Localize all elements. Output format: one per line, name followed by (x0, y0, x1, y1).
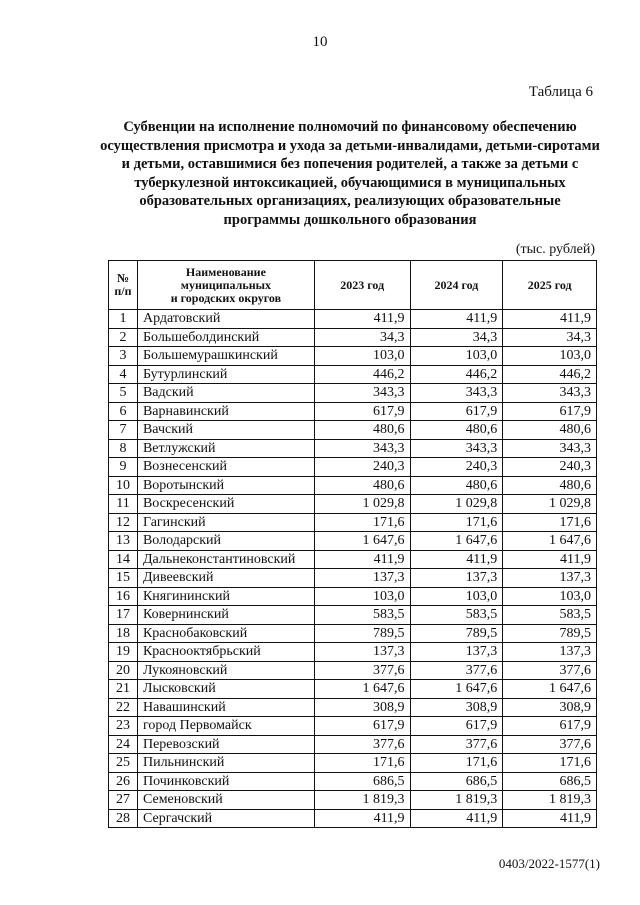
document-title: Субвенции на исполнение полномочий по финансовому обеспечению осуществления присмотра и ухода за детьми-инвалидами, детьми-сиротами и детьми, оставшимися без попечения родителей, а также за детьми с туберкулезной интоксикацией, обучающимися в муниципальных образовательных организациях, реализующих образовательные программы дошкольного образования (100, 119, 600, 228)
value-2025: 1 647,6 (503, 680, 597, 699)
table-row (109, 791, 597, 810)
table-row (109, 680, 597, 699)
row-number: 18 (109, 624, 138, 643)
municipality-name: Вачский (137, 421, 314, 440)
value-2024: 240,3 (410, 458, 503, 477)
units-label: (тыс. рублей) (515, 242, 595, 257)
row-number: 7 (109, 421, 138, 440)
value-2023: 1 029,8 (314, 495, 410, 514)
municipality-name: Навашинский (137, 698, 314, 717)
header-name-line2: муниципальных (180, 277, 272, 292)
row-number: 23 (109, 717, 138, 736)
municipality-name: Сергачский (137, 809, 314, 828)
value-2024: 411,9 (410, 809, 503, 828)
table-row (109, 513, 597, 532)
value-2024: 1 819,3 (410, 791, 503, 810)
value-2025: 137,3 (503, 569, 597, 588)
row-number: 10 (109, 476, 138, 495)
table-row (109, 661, 597, 680)
value-2024: 1 647,6 (410, 532, 503, 551)
value-2024: 34,3 (410, 328, 503, 347)
value-2025: 103,0 (503, 587, 597, 606)
municipality-name: Ковернинский (137, 606, 314, 625)
value-2025: 411,9 (503, 310, 597, 329)
municipality-name: Большеболдинский (137, 328, 314, 347)
row-number: 12 (109, 513, 138, 532)
table-row (109, 643, 597, 662)
municipality-name: Варнавинский (137, 402, 314, 421)
value-2023: 171,6 (314, 513, 410, 532)
value-2025: 343,3 (503, 384, 597, 403)
value-2024: 789,5 (410, 624, 503, 643)
municipality-name: Ветлужский (137, 439, 314, 458)
row-number: 13 (109, 532, 138, 551)
row-number: 17 (109, 606, 138, 625)
value-2023: 343,3 (314, 384, 410, 403)
page-number: 10 (312, 34, 328, 50)
value-2024: 617,9 (410, 717, 503, 736)
row-number: 27 (109, 791, 138, 810)
table-row (109, 495, 597, 514)
table-body (109, 310, 597, 828)
table-row (109, 328, 597, 347)
value-2024: 583,5 (410, 606, 503, 625)
row-number: 19 (109, 643, 138, 662)
row-number: 9 (109, 458, 138, 477)
row-number: 5 (109, 384, 138, 403)
table-row (109, 532, 597, 551)
table-row (109, 421, 597, 440)
header-name-line3: и городских округов (170, 290, 282, 305)
table-row (109, 606, 597, 625)
value-2023: 480,6 (314, 476, 410, 495)
row-number: 16 (109, 587, 138, 606)
table-row (109, 365, 597, 384)
row-number: 8 (109, 439, 138, 458)
value-2023: 103,0 (314, 587, 410, 606)
municipality-name: Вадский (137, 384, 314, 403)
table-row (109, 698, 597, 717)
value-2024: 171,6 (410, 513, 503, 532)
header-number-line1: № (116, 271, 130, 285)
table-row (109, 624, 597, 643)
row-number: 6 (109, 402, 138, 421)
municipality-name: Ардатовский (137, 310, 314, 329)
table-label: Таблица 6 (528, 84, 593, 100)
value-2024: 480,6 (410, 421, 503, 440)
municipality-name: Гагинский (137, 513, 314, 532)
value-2024: 137,3 (410, 643, 503, 662)
municipality-name: Пильнинский (137, 754, 314, 773)
municipality-name: Краснооктябрьский (137, 643, 314, 662)
value-2023: 583,5 (314, 606, 410, 625)
value-2025: 617,9 (503, 402, 597, 421)
value-2023: 1 819,3 (314, 791, 410, 810)
value-2025: 411,9 (503, 809, 597, 828)
table-row (109, 439, 597, 458)
value-2023: 1 647,6 (314, 680, 410, 699)
value-2023: 686,5 (314, 772, 410, 791)
value-2023: 411,9 (314, 550, 410, 569)
value-2025: 343,3 (503, 439, 597, 458)
table-row (109, 476, 597, 495)
row-number: 22 (109, 698, 138, 717)
row-number: 1 (109, 310, 138, 329)
value-2023: 240,3 (314, 458, 410, 477)
row-number: 28 (109, 809, 138, 828)
value-2023: 411,9 (314, 809, 410, 828)
row-number: 2 (109, 328, 138, 347)
value-2025: 446,2 (503, 365, 597, 384)
value-2023: 377,6 (314, 735, 410, 754)
municipality-name: Воскресенский (137, 495, 314, 514)
row-number: 21 (109, 680, 138, 699)
value-2025: 377,6 (503, 661, 597, 680)
header-number (109, 261, 138, 310)
value-2025: 1 647,6 (503, 532, 597, 551)
value-2024: 103,0 (410, 347, 503, 366)
value-2024: 377,6 (410, 661, 503, 680)
row-number: 25 (109, 754, 138, 773)
subsidies-table (108, 260, 597, 828)
value-2023: 308,9 (314, 698, 410, 717)
value-2024: 1 647,6 (410, 680, 503, 699)
value-2024: 171,6 (410, 754, 503, 773)
value-2024: 377,6 (410, 735, 503, 754)
value-2024: 137,3 (410, 569, 503, 588)
value-2025: 240,3 (503, 458, 597, 477)
municipality-name: Починковский (137, 772, 314, 791)
value-2023: 171,6 (314, 754, 410, 773)
value-2024: 411,9 (410, 310, 503, 329)
row-number: 20 (109, 661, 138, 680)
municipality-name: Бутурлинский (137, 365, 314, 384)
row-number: 24 (109, 735, 138, 754)
header-2025: 2025 год (503, 261, 597, 310)
value-2025: 411,9 (503, 550, 597, 569)
municipality-name: Володарский (137, 532, 314, 551)
value-2023: 617,9 (314, 717, 410, 736)
table-row (109, 809, 597, 828)
header-name-line1: Наименование (185, 264, 266, 279)
header-number-line2: п/п (114, 284, 132, 298)
row-number: 3 (109, 347, 138, 366)
row-number: 4 (109, 365, 138, 384)
value-2025: 103,0 (503, 347, 597, 366)
value-2025: 171,6 (503, 754, 597, 773)
municipality-name: Семеновский (137, 791, 314, 810)
table-row (109, 587, 597, 606)
municipality-name: Княгининский (137, 587, 314, 606)
value-2023: 1 647,6 (314, 532, 410, 551)
header-2024: 2024 год (410, 261, 503, 310)
value-2025: 171,6 (503, 513, 597, 532)
value-2023: 789,5 (314, 624, 410, 643)
value-2023: 377,6 (314, 661, 410, 680)
value-2025: 686,5 (503, 772, 597, 791)
value-2025: 789,5 (503, 624, 597, 643)
table-row (109, 735, 597, 754)
municipality-name: Дивеевский (137, 569, 314, 588)
municipality-name: Большемурашкинский (137, 347, 314, 366)
table-row (109, 754, 597, 773)
header-name (137, 261, 314, 310)
municipality-name: Воротынский (137, 476, 314, 495)
value-2025: 583,5 (503, 606, 597, 625)
table-row (109, 458, 597, 477)
value-2025: 480,6 (503, 421, 597, 440)
value-2024: 308,9 (410, 698, 503, 717)
municipality-name: Вознесенский (137, 458, 314, 477)
value-2023: 480,6 (314, 421, 410, 440)
value-2025: 1 819,3 (503, 791, 597, 810)
row-number: 11 (109, 495, 138, 514)
value-2025: 1 029,8 (503, 495, 597, 514)
value-2025: 137,3 (503, 643, 597, 662)
value-2024: 411,9 (410, 550, 503, 569)
value-2025: 377,6 (503, 735, 597, 754)
value-2023: 446,2 (314, 365, 410, 384)
value-2023: 617,9 (314, 402, 410, 421)
value-2023: 103,0 (314, 347, 410, 366)
municipality-name: Лукояновский (137, 661, 314, 680)
table-row (109, 569, 597, 588)
table-header-row (109, 261, 597, 310)
value-2023: 411,9 (314, 310, 410, 329)
value-2023: 137,3 (314, 643, 410, 662)
value-2024: 343,3 (410, 439, 503, 458)
header-2023: 2023 год (314, 261, 410, 310)
value-2023: 34,3 (314, 328, 410, 347)
document-code: 0403/2022-1577(1) (498, 856, 600, 871)
value-2024: 686,5 (410, 772, 503, 791)
table-row (109, 772, 597, 791)
value-2024: 617,9 (410, 402, 503, 421)
value-2024: 343,3 (410, 384, 503, 403)
municipality-name: Дальнеконстантиновский (137, 550, 314, 569)
row-number: 14 (109, 550, 138, 569)
municipality-name: город Первомайск (137, 717, 314, 736)
value-2023: 343,3 (314, 439, 410, 458)
table-row (109, 550, 597, 569)
value-2023: 137,3 (314, 569, 410, 588)
value-2024: 446,2 (410, 365, 503, 384)
municipality-name: Краснобаковский (137, 624, 314, 643)
table-row (109, 384, 597, 403)
row-number: 15 (109, 569, 138, 588)
row-number: 26 (109, 772, 138, 791)
value-2024: 1 029,8 (410, 495, 503, 514)
table-row (109, 717, 597, 736)
value-2024: 480,6 (410, 476, 503, 495)
municipality-name: Перевозский (137, 735, 314, 754)
value-2025: 617,9 (503, 717, 597, 736)
table-row (109, 402, 597, 421)
value-2025: 34,3 (503, 328, 597, 347)
table-row (109, 310, 597, 329)
table-row (109, 347, 597, 366)
value-2025: 480,6 (503, 476, 597, 495)
value-2024: 103,0 (410, 587, 503, 606)
value-2025: 308,9 (503, 698, 597, 717)
municipality-name: Лысковский (137, 680, 314, 699)
